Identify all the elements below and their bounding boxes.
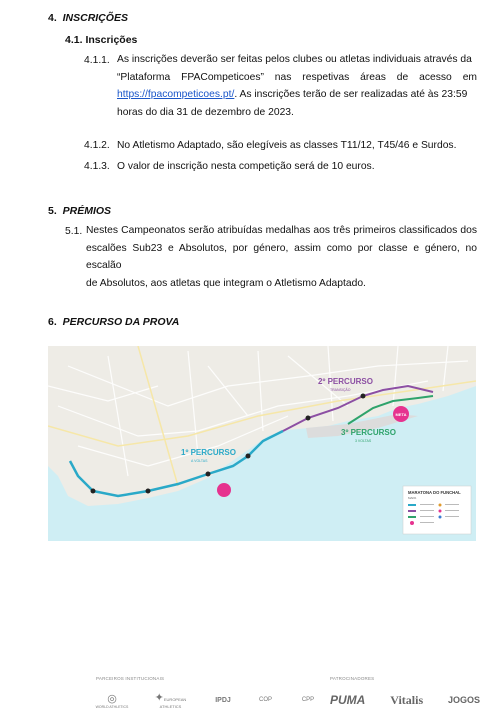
institutional-logos <box>92 687 322 713</box>
route-3-title: 3º PERCURSO <box>341 428 396 437</box>
world-athletics-logo: ◎ WORLD ATHLETICS <box>95 692 129 709</box>
item-4-1-3-text: O valor de inscrição nesta competição será de 10 euros. <box>117 161 375 172</box>
section-6-heading: 6. PERCURSO DA PROVA <box>48 316 180 328</box>
section-4-heading: 4. INSCRIÇÕES <box>48 12 128 24</box>
puma-logo: PUMA <box>330 693 366 707</box>
item-5-1-number: 5.1. <box>65 226 83 237</box>
item-4-1-1-number: 4.1.1. <box>84 55 110 66</box>
route-map-graphic <box>48 346 476 541</box>
route-map <box>48 346 476 541</box>
item-4-1-3-number: 4.1.3. <box>84 161 110 172</box>
section-5-heading: 5. PRÉMIOS <box>48 205 112 217</box>
item-4-1-2-text: No Atletismo Adaptado, são elegíveis as classes T11/12, T45/46 e Surdos. <box>117 140 457 151</box>
subsection-4-1-heading: 4.1. Inscrições <box>65 34 138 46</box>
route-2-sub: TRANSIÇÃO <box>330 388 351 392</box>
route-2-title: 2º PERCURSO <box>318 377 373 386</box>
sponsor-logos <box>330 689 480 711</box>
route-3-sub: 3 VOLTAS <box>355 439 372 443</box>
item-4-1-1-text: As inscrições deverão ser feitas pelos clubes ou atletas individuais através da “Plataforma FPACompeticoes” nas respetivas áreas de acesso em https://fpacompeticoes.pt/. As inscrições terão de ser realizadas até às 23:59 horas do dia 31 de dezembro de 2023. <box>117 54 477 118</box>
start-point-marker <box>217 483 231 497</box>
vitalis-logo: Vitalis <box>390 692 424 707</box>
route-1-title: 1º PERCURSO <box>181 448 236 457</box>
european-athletics-logo: ✦EUROPEAN ATHLETICS <box>154 692 187 709</box>
jogos-logo: JOGOS <box>447 695 480 705</box>
cop-logo: COP <box>258 697 272 703</box>
route-1-sub: A VOLTAS <box>191 459 208 463</box>
item-4-1-2-number: 4.1.2. <box>84 140 110 151</box>
footer-sponsors-label: PATROCINADORES <box>330 676 375 681</box>
ipdj-logo: IPDJ <box>215 696 231 704</box>
footer-institutional-label: PARCEIROS INSTITUCIONAIS <box>96 676 165 681</box>
finish-label: META <box>395 412 407 417</box>
legend-subtitle: MAPA <box>408 496 417 500</box>
fpa-link[interactable]: https://fpacompeticoes.pt/ <box>117 89 235 100</box>
cpp-logo: CPP <box>301 697 315 703</box>
legend-title: MARATONA DO FUNCHAL <box>408 490 461 495</box>
item-5-1-text: Nestes Campeonatos serão atribuídas medalhas aos três primeiros classificados dos escalões Sub23 e Absolutos, por género, assim como por classe e género, no escalão de Absolutos, aos atletas que integram o Atletismo Adaptado. <box>86 225 477 289</box>
